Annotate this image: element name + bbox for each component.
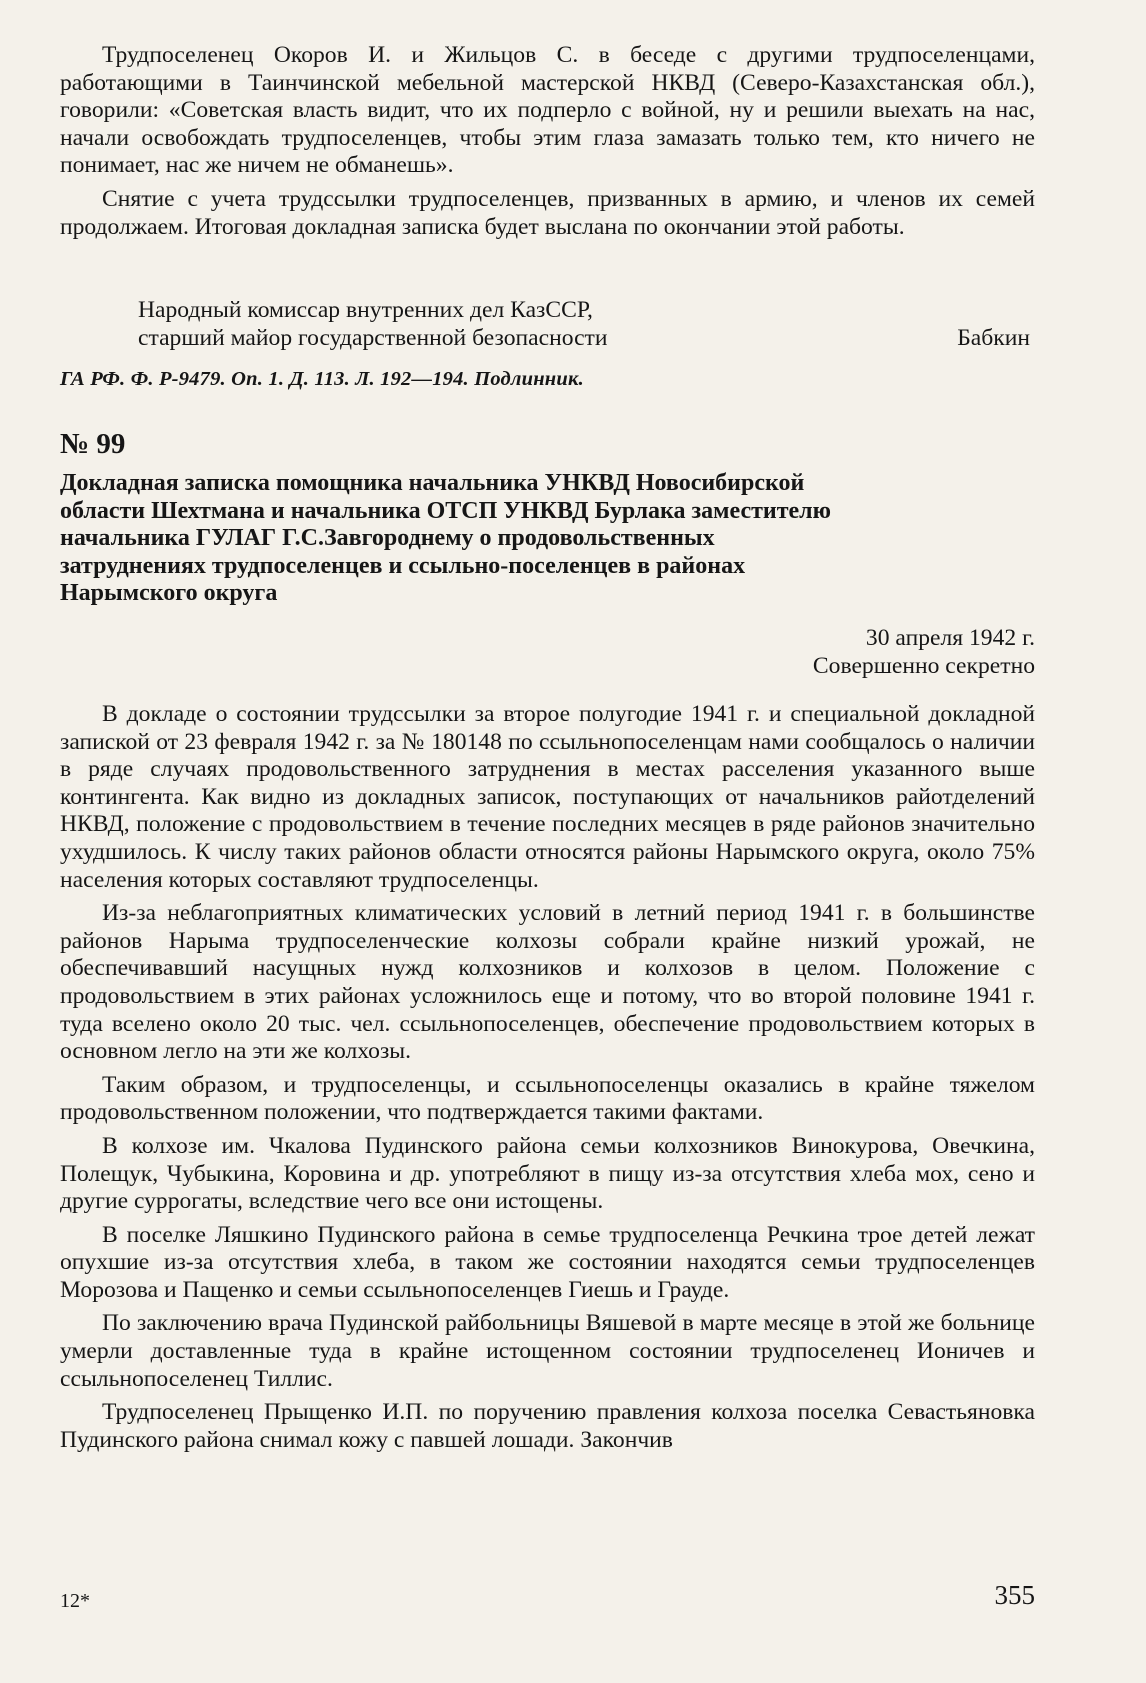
title-line: затруднениях трудпоселенцев и ссыльно-поселенцев в районах [60,552,746,579]
title-line: Нарымского округа [60,580,278,607]
signature-mark: 12* [60,1590,90,1612]
document-number: № 99 [60,428,126,460]
signatory-name: Бабкин [957,324,1030,351]
signature-block [138,297,1030,352]
document-body [60,701,1035,1454]
signatory-position-line-1: Народный комиссар внутренних дел КазССР, [138,297,593,323]
paragraph: Из-за неблагоприятных климатических условий в летний период 1941 г. в большинстве районов Нарыма трудпоселенческие колхозы собрали крайне низкий урожай, не обеспечивавший насущных нужд колхозников и колхозов в целом. Положение с продовольствием в этих районах усложнилось еще и потому, что во второй половине 1941 г. туда вселено около 20 тыс. чел. ссыльнопоселенцев, обеспечение продовольствием которых в основном легло на эти же колхозы. [60,900,1035,1065]
paragraph: Трудпоселенец Прыщенко И.П. по поручению правления колхоза поселка Севастьяновка Пудинского района снимал кожу с павшей лошади. Закончив [60,1399,1035,1453]
title-line: области Шехтмана и начальника ОТСП УНКВД Бурлака заместителю [60,497,831,524]
paragraph: В докладе о состоянии трудссылки за второе полугодие 1941 г. и специальной докладной запиской от 23 февраля 1942 г. за № 180148 по ссыльнопоселенцам нами сообщалось о наличии в ряде случаях продовольственного затруднения в местах расселения указанного выше контингента. Как видно из докладных записок, поступающих от начальников райотделений НКВД, положение с продовольствием в течение последних месяцев в ряде районов значительно ухудшилось. К числу таких районов области относятся районы Нарымского округа, около 75% населения которых составляют трудпоселенцы. [60,701,1035,893]
classification-label: Совершенно секретно [812,653,1035,679]
document-date: 30 апреля 1942 г. [865,625,1035,651]
paragraph: Таким образом, и трудпоселенцы, и ссыльнопоселенцы оказались в крайне тяжелом продовольственном положении, что подтверждается такими фактами. [60,1071,1035,1126]
title-line: начальника ГУЛАГ Г.С.Завгороднему о продовольственных [60,525,715,552]
paragraph: Трудпоселенец Окоров И. и Жильцов С. в беседе с другими трудпоселенцами, работающими в Таинчинской мебельной мастерской НКВД (Северо-Казахстанская обл.), говорили: «Советская власть видит, что их подперло с войной, ну и решили выехать на нас, начали освобождать трудпоселенцев, чтобы этим глаза замазать только тем, кто ничего не понимает, нас же ничем не обманешь». [60,42,1035,179]
preceding-document-text [60,42,1035,241]
paragraph: В поселке Ляшкино Пудинского района в семье трудпоселенца Речкина трое детей лежат опухшие из-за отсутствия хлеба, в таком же состоянии находятся семьи трудпоселенцев Морозова и Пащенко и семьи ссыльнопоселенцев Гиешь и Грауде. [60,1221,1035,1303]
signatory-position-line-2: старший майор государственной безопасности [138,324,608,351]
paragraph: По заключению врача Пудинской райбольницы Вяшевой в марте месяце в этой же больнице умерли доставленные туда в крайне истощенном состоянии трудпоселенец Ионичев и ссыльнопоселенец Тиллис. [60,1310,1035,1392]
archive-reference: ГА РФ. Ф. Р-9479. Оп. 1. Д. 113. Л. 192—194. Подлинник. [60,368,584,390]
document-title [60,470,1035,608]
page-number: 355 [994,1580,1035,1610]
title-line: Докладная записка помощника начальника УНКВД Новосибирской [60,470,805,496]
paragraph: В колхозе им. Чкалова Пудинского района семьи колхозников Винокурова, Овечкина, Полещук, Чубыкина, Коровина и др. употребляют в пищу из-за отсутствия хлеба мох, сено и другие суррогаты, вследствие чего все они истощены. [60,1132,1035,1215]
paragraph: Снятие с учета трудссылки трудпоселенцев, призванных в армию, и членов их семей продолжаем. Итоговая докладная записка будет выслана по окончании этой работы. [60,185,1035,240]
